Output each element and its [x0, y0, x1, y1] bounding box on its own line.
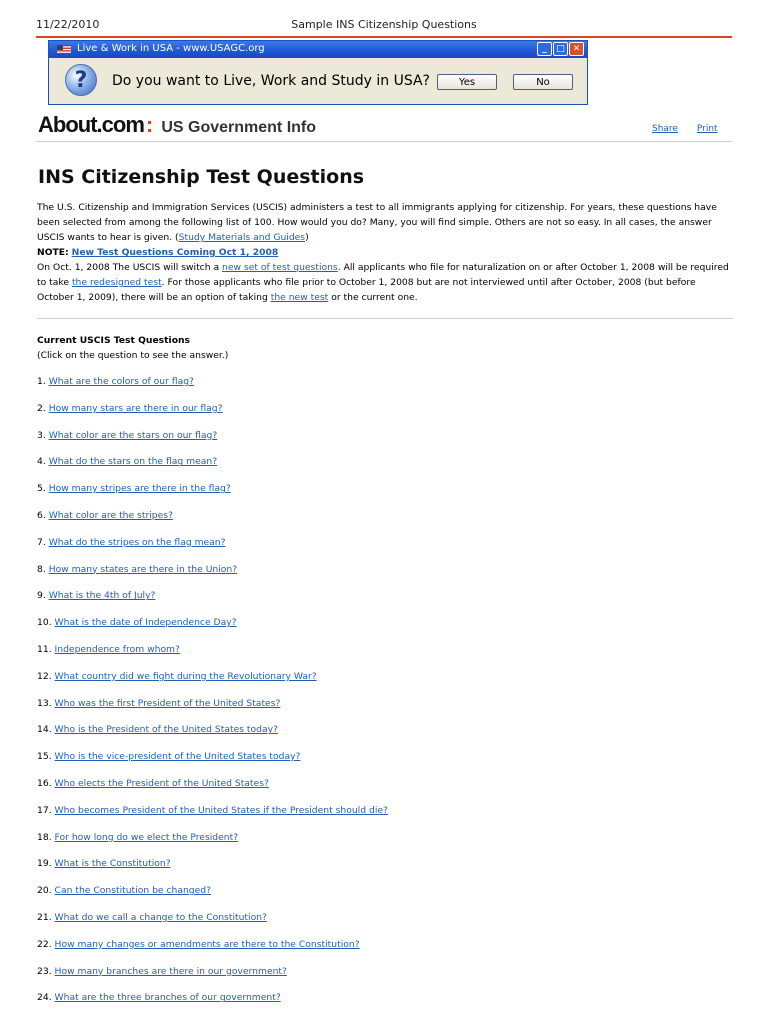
note-paragraph [37, 260, 733, 305]
question-link[interactable]: What is the 4th of July? [48, 590, 156, 602]
list-item [37, 803, 733, 830]
question-number: 6. [37, 509, 46, 521]
question-link[interactable]: What color are the stars on our flag? [48, 429, 218, 441]
page-title: INS Citizenship Test Questions [38, 166, 365, 188]
question-link[interactable]: For how long do we elect the President? [54, 831, 239, 843]
list-item [37, 401, 733, 428]
popup-ad-window[interactable] [48, 40, 588, 105]
question-link[interactable]: How many states are there in the Union? [48, 563, 238, 575]
intro-text: The U.S. Citizenship and Immigration Services (USCIS) administers a test to all immigrants applying for citizenship. For years, these questions have been selected from among the following list of 100. How would you do? Many, you will find simple. Others are not so easy. In all cases, the answer USCIS wants to hear is given. ( [37, 202, 717, 243]
question-link[interactable]: How many branches are there in our government? [54, 965, 287, 977]
question-link[interactable]: What are the colors of our flag? [48, 376, 194, 387]
intro-paragraph [37, 200, 733, 245]
question-number: 12. [37, 670, 52, 682]
question-number: 1. [37, 376, 46, 387]
question-icon: ? [65, 64, 97, 96]
yes-button[interactable]: Yes [437, 74, 497, 90]
list-item [37, 562, 733, 589]
list-item [37, 990, 733, 1017]
note-label: NOTE: [37, 247, 69, 258]
question-link[interactable]: How many changes or amendments are there to the Constitution? [54, 938, 360, 950]
question-number: 22. [37, 938, 52, 950]
list-item [37, 883, 733, 910]
list-item [37, 508, 733, 535]
question-number: 14. [37, 724, 52, 736]
share-link[interactable]: Share [652, 124, 678, 134]
intro-close: ) [305, 232, 309, 243]
list-item [37, 588, 733, 615]
question-number: 21. [37, 911, 52, 923]
list-item [37, 856, 733, 883]
question-link[interactable]: Who is the vice-president of the United States today? [54, 751, 301, 763]
close-icon[interactable]: ✕ [569, 42, 584, 56]
list-item [37, 669, 733, 696]
question-link[interactable]: Who is the President of the United States today? [54, 724, 278, 736]
list-item [37, 428, 733, 455]
question-link[interactable]: How many stripes are there in the flag? [48, 483, 231, 495]
list-item [37, 642, 733, 669]
list-item [37, 696, 733, 723]
question-number: 16. [37, 777, 52, 789]
us-flag-icon [57, 45, 71, 54]
header-rule [36, 36, 732, 38]
popup-body [49, 58, 587, 105]
question-link[interactable]: What are the three branches of our government? [54, 992, 281, 1004]
question-number: 4. [37, 456, 46, 468]
question-number: 10. [37, 617, 52, 629]
question-number: 15. [37, 751, 52, 763]
list-item [37, 776, 733, 803]
question-number: 24. [37, 992, 52, 1004]
list-item [37, 910, 733, 937]
list-item [37, 722, 733, 749]
question-link[interactable]: What is the date of Independence Day? [54, 617, 237, 629]
list-item [37, 964, 733, 991]
new-set-of-questions-link[interactable]: new set of test questions [222, 262, 338, 273]
redesigned-test-link[interactable]: the redesigned test [71, 277, 162, 288]
list-item [37, 481, 733, 508]
section-title: Current USCIS Test Questions [37, 335, 191, 346]
new-test-questions-link[interactable]: New Test Questions Coming Oct 1, 2008 [71, 247, 279, 258]
question-number: 20. [37, 885, 52, 897]
note-text-2: . All applicants who file for naturalization on or after October 1, 2008 will be required to take [37, 262, 729, 288]
logo-text: About.com [38, 112, 144, 137]
list-item [37, 454, 733, 481]
list-item [37, 830, 733, 857]
question-number: 3. [37, 429, 46, 441]
question-number: 17. [37, 804, 52, 816]
question-number: 19. [37, 858, 52, 870]
list-item [37, 937, 733, 964]
question-number: 13. [37, 697, 52, 709]
question-number: 18. [37, 831, 52, 843]
popup-title: Live & Work in USA - www.USAGC.org [77, 43, 265, 54]
question-link[interactable]: Can the Constitution be changed? [54, 885, 212, 897]
maximize-icon[interactable]: □ [553, 42, 568, 56]
question-number: 23. [37, 965, 52, 977]
question-link[interactable]: Who elects the President of the United States? [54, 777, 269, 789]
no-button[interactable]: No [513, 74, 573, 90]
note-text-1: On Oct. 1, 2008 The USCIS will switch a [37, 262, 223, 273]
question-number: 9. [37, 590, 46, 602]
article-body [37, 200, 733, 1017]
popup-titlebar[interactable] [49, 41, 587, 58]
section-hint: (Click on the question to see the answer.) [37, 350, 229, 361]
question-number: 11. [37, 643, 52, 655]
print-document-title: Sample INS Citizenship Questions [291, 18, 477, 31]
new-test-link[interactable]: the new test [270, 292, 329, 303]
note-text-4: or the current one. [328, 292, 418, 303]
window-controls [537, 42, 584, 56]
question-link[interactable]: What color are the stripes? [48, 509, 173, 521]
question-link[interactable]: What country did we fight during the Revolutionary War? [54, 670, 317, 682]
question-link[interactable]: What do the stars on the flag mean? [48, 456, 218, 468]
logo-colon: : [145, 112, 153, 137]
question-link[interactable]: What do we call a change to the Constitution? [54, 911, 267, 923]
logo-divider [36, 141, 732, 142]
question-list [37, 374, 733, 1017]
list-item [37, 615, 733, 642]
page-tools [652, 124, 734, 134]
list-item [37, 535, 733, 562]
question-link[interactable]: Who becomes President of the United States if the President should die? [54, 804, 388, 816]
question-number: 5. [37, 483, 46, 495]
print-link[interactable]: Print [696, 124, 718, 134]
question-number: 2. [37, 402, 46, 414]
note-text-3: . For those applicants who file prior to October 1, 2008 but are not interviewed until after October, 2008 (but before October 1, 2009), there will be an option of taking [37, 277, 696, 303]
question-link[interactable]: How many stars are there in our flag? [48, 402, 223, 414]
question-link[interactable]: Who was the first President of the United States? [54, 697, 281, 709]
study-materials-link[interactable]: Study Materials and Guides [178, 232, 306, 243]
question-link[interactable]: What is the Constitution? [54, 858, 171, 870]
question-link[interactable]: What do the stripes on the flag mean? [48, 536, 226, 548]
minimize-icon[interactable]: _ [537, 42, 552, 56]
question-number: 7. [37, 536, 46, 548]
site-logo[interactable] [38, 112, 316, 138]
channel-name: US Government Info [161, 119, 317, 136]
list-item [37, 374, 733, 401]
list-item [37, 749, 733, 776]
section-divider [37, 318, 733, 319]
question-number: 8. [37, 563, 46, 575]
note-heading [37, 245, 733, 260]
question-link[interactable]: Independence from whom? [54, 643, 180, 655]
popup-question: Do you want to Live, Work and Study in USA? [112, 73, 430, 89]
print-date: 11/22/2010 [36, 18, 100, 31]
